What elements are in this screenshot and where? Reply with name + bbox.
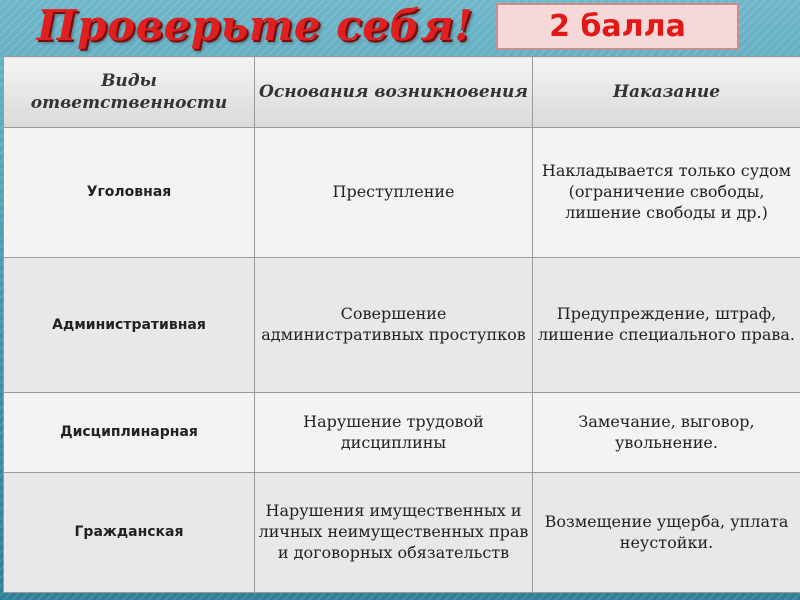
cell-kind: Гражданская — [4, 473, 255, 593]
cell-basis: Нарушение трудовой дисциплины — [255, 393, 533, 473]
cell-basis: Совершение административных проступков — [255, 258, 533, 393]
cell-kind: Административная — [4, 258, 255, 393]
header-basis: Основания возникновения — [255, 57, 533, 128]
cell-basis: Нарушения имущественных и личных неимущественных прав и договорных обязательств — [255, 473, 533, 593]
cell-punishment: Накладывается только судом (ограничение свободы, лишение свободы и др.) — [533, 128, 800, 258]
cell-basis: Преступление — [255, 128, 533, 258]
cell-kind: Дисциплинарная — [4, 393, 255, 473]
table-row — [4, 393, 800, 473]
responsibility-table — [3, 56, 800, 593]
page-title: Проверьте себя! — [36, 0, 474, 50]
cell-punishment: Предупреждение, штраф, лишение специального права. — [533, 258, 800, 393]
table-row — [4, 128, 800, 258]
header-punishment: Наказание — [533, 57, 800, 128]
header-kinds: Виды ответственности — [4, 57, 255, 128]
cell-punishment: Возмещение ущерба, уплата неустойки. — [533, 473, 800, 593]
score-badge: 2 балла — [496, 3, 739, 50]
table-header-row — [4, 57, 800, 128]
cell-punishment: Замечание, выговор, увольнение. — [533, 393, 800, 473]
cell-kind: Уголовная — [4, 128, 255, 258]
table-row — [4, 258, 800, 393]
table-row — [4, 473, 800, 593]
